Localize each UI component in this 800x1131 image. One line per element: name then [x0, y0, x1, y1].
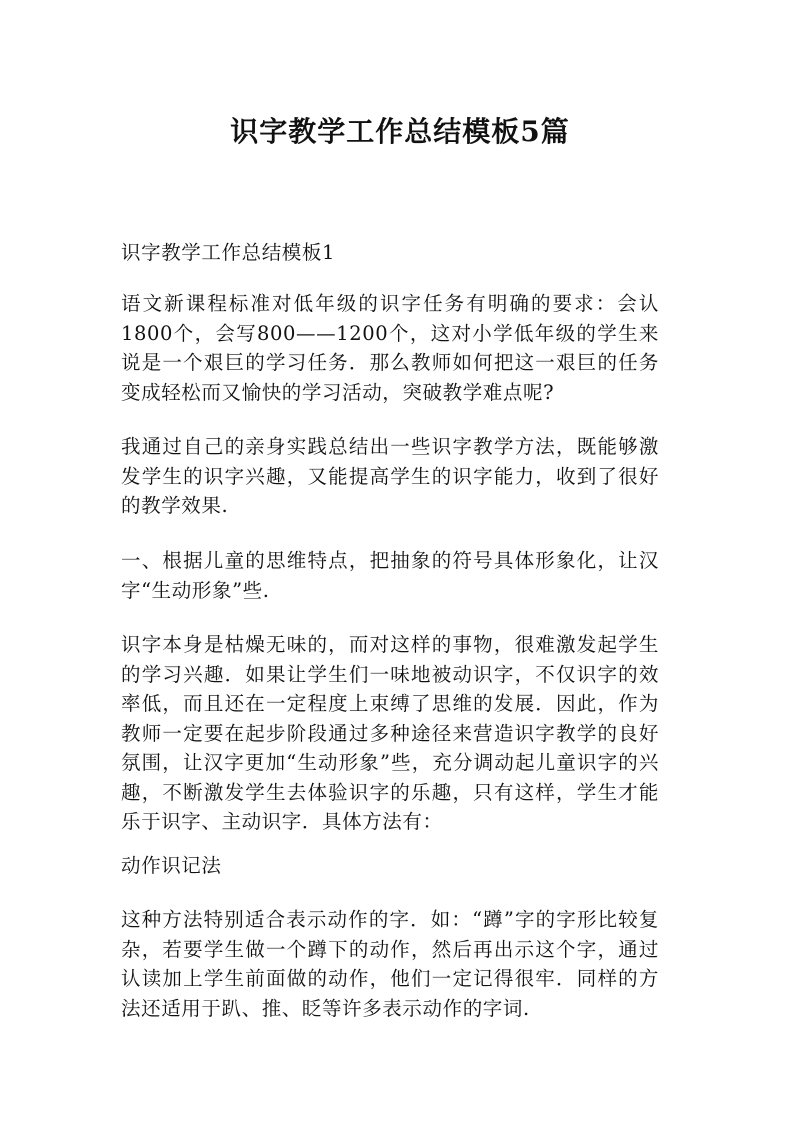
- method-subheading: 动作识记法: [121, 854, 222, 877]
- paragraph-point-one: 一、根据儿童的思维特点，把抽象的符号具体形象化，让汉字“生动形象”些.: [121, 549, 659, 602]
- document-title: 识字教学工作总结模板5篇: [230, 115, 570, 148]
- paragraph-requirements: 语文新课程标准对低年级的识字任务有明确的要求：会认1800个，会写800——1200个，这对小学低年级的学生来说是一个艰巨的学习任务．那么教师如何把这一艰巨的任务变成轻松而又愉快的学习活动，突破教学难点呢?: [121, 292, 659, 404]
- section-heading: 识字教学工作总结模板1: [121, 241, 336, 264]
- paragraph-practice: 我通过自己的亲身实践总结出一些识字教学方法，既能够激发学生的识字兴趣，又能提高学生的识字能力，收到了很好的教学效果.: [121, 435, 659, 517]
- paragraph-action-method: 这种方法特别适合表示动作的字．如：“蹲”字的字形比较复杂，若要学生做一个蹲下的动作，然后再出示这个字，通过认读加上学生前面做的动作，他们一定记得很牢．同样的方法还适用于趴、推、眨等许多表示动作的字词.: [121, 908, 659, 1020]
- paragraph-interest: 识字本身是枯燥无味的，而对这样的事物，很难激发起学生的学习兴趣．如果让学生们一味地被动识字，不仅识字的效率低，而且还在一定程度上束缚了思维的发展．因此，作为教师一定要在起步阶段通过多种途径来营造识字教学的良好氛围，让汉字更加“生动形象”些，充分调动起儿童识字的兴趣，不断激发学生去体验识字的乐趣，只有这样，学生才能乐于识字、主动识字．具体方法有：: [121, 633, 659, 833]
